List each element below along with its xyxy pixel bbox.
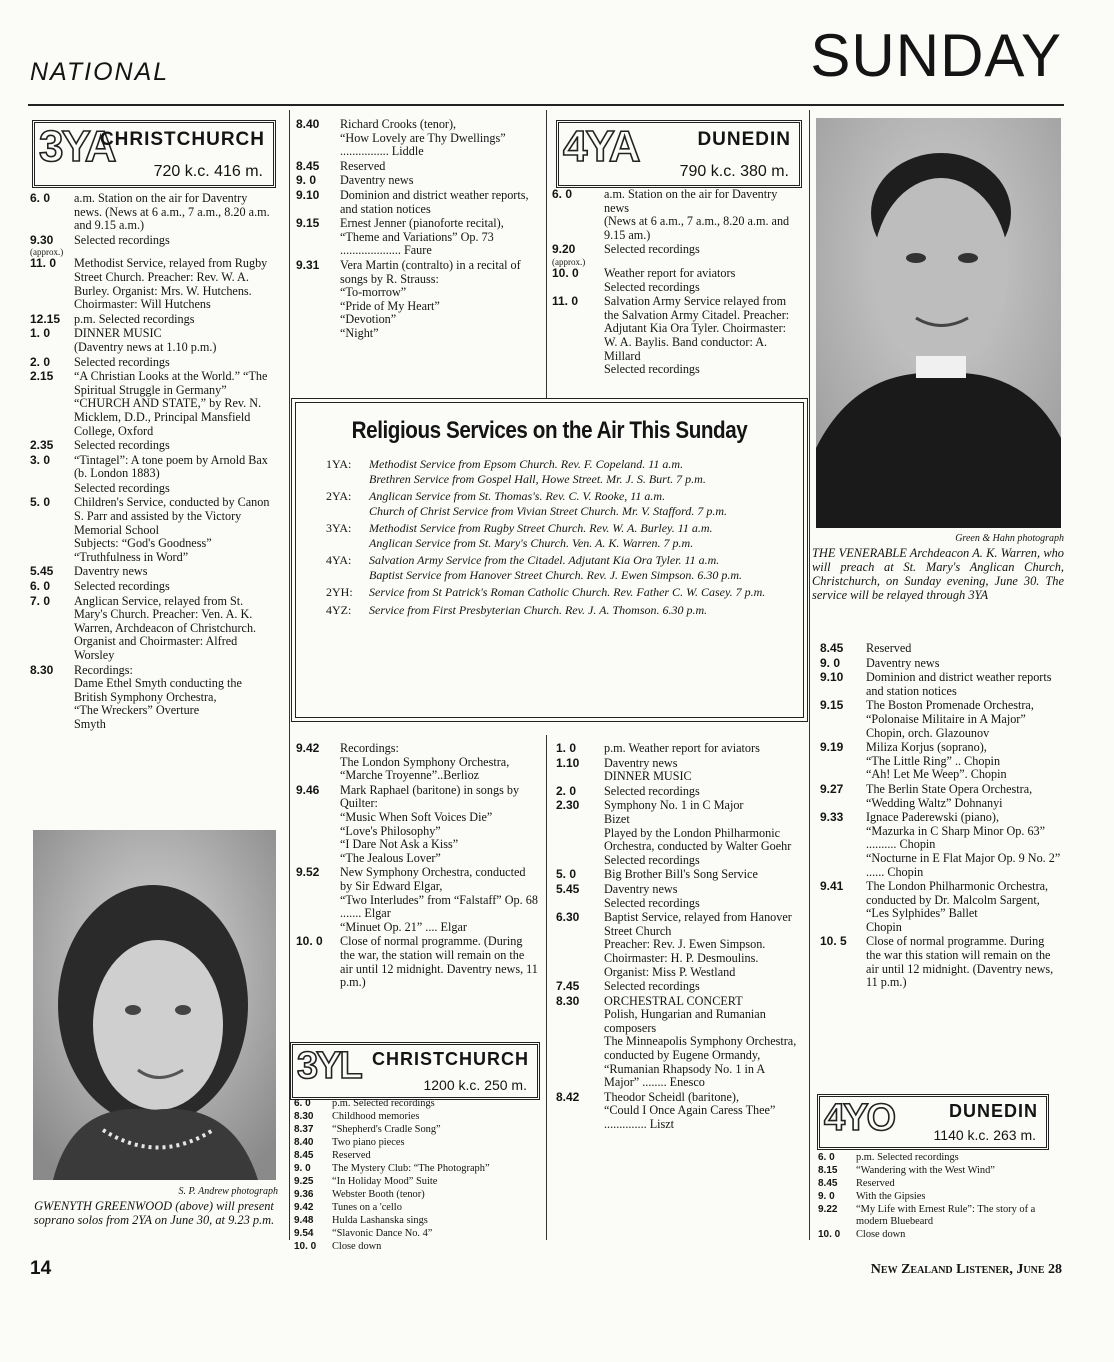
station-city: CHRISTCHURCH [99, 129, 265, 150]
program-entry [818, 1152, 1066, 1164]
program-description: Daventry news Selected recordings [604, 881, 700, 910]
program-description: Mark Raphael (baritone) in songs by Quilter: “Music When Soft Voices Die” “Love's Philosophy” “I Dare Not Ask a Kiss” “The Jealous Lover” [340, 782, 520, 865]
service-details: Salvation Army Service from the Citadel. Adjutant Kia Ora Tyler. 11 a.m. Baptist Service from Hanover Street Church. Rev. J. Ewen Simpson. 6.30 p.m. [369, 553, 743, 582]
station-call-sign: 4YA [563, 122, 639, 171]
program-description: Vera Martin (contralto) in a recital of songs by R. Strauss: “To-morrow” “Pride of My Heart” “Devotion” “Night” [340, 257, 521, 340]
program-description: The London Philharmonic Orchestra, conducted by Dr. Malcolm Sargent, “Les Sylphides” Ballet Chopin [866, 879, 1049, 934]
program-entry [294, 1215, 540, 1227]
program-entry [294, 1098, 540, 1110]
station-code: 2YA: [326, 489, 352, 503]
program-description: “Tintagel”: A tone poem by Arnold Bax (b. London 1883) [74, 452, 268, 481]
program-description: Symphony No. 1 in C Major Bizet Played by the London Philharmonic Orchestra, conducted by Walter Goehr Selected recordings [604, 798, 792, 867]
station-city: DUNEDIN [697, 129, 791, 150]
program-description: Selected recordings [604, 783, 700, 798]
program-description: Big Brother Bill's Song Service [604, 867, 758, 882]
program-time: 8.15 [818, 1165, 838, 1176]
program-description: Daventry news [74, 564, 148, 579]
page-number: 14 [30, 1258, 52, 1279]
program-time: 8.45 [296, 158, 320, 173]
program-description: Children's Service, conducted by Canon S. Parr and assisted by the Victory Memorial School Subjects: “God's Goodness” “Truthfulness in Word” [74, 495, 270, 564]
program-time: 9. 0 [820, 655, 841, 670]
program-description: Selected recordings [604, 242, 700, 257]
program-time: 9.36 [294, 1189, 314, 1200]
program-time: 5. 0 [30, 495, 51, 510]
program-time: 9.10 [296, 187, 320, 202]
program-time: 3. 0 [30, 452, 51, 467]
program-time: 6. 0 [294, 1098, 311, 1109]
program-time: 12.15 [30, 311, 61, 326]
photo-credit: S. P. Andrew photograph [178, 1186, 278, 1197]
program-description: “My Life with Ernest Rule”: The story of a modern Bluebeard [856, 1204, 1036, 1227]
portrait-image [33, 830, 276, 1180]
station-call-sign: 3YA [39, 122, 115, 171]
program-description: Reserved [340, 158, 386, 173]
program-time: 8.40 [296, 117, 320, 131]
schedule-4ya-afternoon [556, 742, 802, 1133]
program-description: Ernest Jenner (pianoforte recital), “Theme and Variations” Op. 73 .................... Faure [340, 216, 504, 258]
program-time: 2. 0 [556, 783, 577, 798]
program-entry [294, 1202, 540, 1214]
program-entry [556, 785, 802, 799]
program-entry [296, 174, 540, 188]
religious-service-row [326, 521, 773, 550]
program-description: Theodor Scheidl (baritone), “Could I Once Again Caress Thee” .............. Liszt [604, 1089, 776, 1132]
program-entry [556, 911, 802, 979]
program-entry [820, 741, 1062, 782]
program-entry [820, 657, 1062, 671]
religious-services-title: Religious Services on the Air This Sunday [351, 417, 748, 444]
program-entry [30, 356, 276, 370]
station-banner-3yl [290, 1042, 540, 1100]
program-entry [552, 188, 801, 242]
program-time: 5. 0 [556, 867, 577, 882]
program-description: p.m. Selected recordings [856, 1152, 959, 1163]
program-description: Reserved [332, 1150, 371, 1161]
program-entry [30, 482, 276, 496]
program-entry [294, 1163, 540, 1175]
program-description: “A Christian Looks at the World.” “The Spiritual Struggle in Germany” “CHURCH AND STATE,” by Rev. N. Micklem, D.D., Principal Mansfield College, Oxford [74, 369, 268, 438]
program-time: 9. 0 [818, 1191, 835, 1202]
program-entry [820, 783, 1062, 810]
program-entry [818, 1191, 1066, 1203]
program-entry [820, 642, 1062, 656]
program-entry [30, 580, 276, 594]
program-time: 9.15 [820, 698, 844, 713]
program-description: Selected recordings [604, 979, 700, 994]
program-entry [294, 1137, 540, 1149]
program-entry [556, 980, 802, 994]
program-entry [30, 327, 276, 354]
program-entry [30, 496, 276, 564]
service-details: Methodist Service from Rugby Street Church. Rev. W. A. Burley. 11 a.m. Anglican Service from St. Mary's Church. Ven. A. K. Warren. 7 p.m. [369, 521, 713, 550]
program-time: 9.46 [296, 782, 320, 797]
program-time: 9. 0 [294, 1163, 311, 1174]
program-time: 6. 0 [818, 1152, 835, 1163]
program-time: 1.10 [556, 755, 580, 770]
program-time: 1. 0 [30, 326, 51, 341]
program-description: Weather report for aviators Selected recordings [604, 265, 736, 294]
program-description: Recordings: Dame Ethel Smyth conducting the British Symphony Orchestra, “The Wreckers” Overture Smyth [74, 662, 242, 731]
program-time: 9.27 [820, 781, 844, 796]
program-time: 8.40 [294, 1137, 314, 1148]
program-time: 6. 0 [552, 187, 573, 201]
program-time: 1. 0 [556, 741, 577, 755]
program-entry [556, 1091, 802, 1132]
program-description: Recordings: The London Symphony Orchestra, “Marche Troyenne”..Berlioz [340, 741, 510, 783]
program-description: Anglican Service, relayed from St. Mary's Church. Preacher: Ven. A. K. Warren, Archdeacon of Christchurch. Organist and Choirmaster: Alfred Worsley [74, 593, 257, 662]
program-entry [818, 1229, 1066, 1241]
program-time: 2.15 [30, 369, 54, 384]
program-entry [30, 257, 276, 311]
program-entry [296, 866, 540, 934]
program-entry [556, 883, 802, 910]
program-entry [296, 160, 540, 174]
program-description: “In Holiday Mood” Suite [332, 1176, 438, 1187]
program-time: 10. 0 [296, 934, 323, 949]
program-entry [296, 118, 540, 159]
program-entry [296, 935, 540, 989]
program-entry [30, 565, 276, 579]
schedule-4yo [818, 1152, 1066, 1242]
program-description: a.m. Station on the air for Daventry news (News at 6 a.m., 7 a.m., 8.20 a.m. and 9.15 am.) [604, 187, 790, 242]
program-description: Hulda Lashanska sings [332, 1215, 428, 1226]
program-entry [820, 699, 1062, 740]
program-entry [820, 811, 1062, 879]
program-description: Two piano pieces [332, 1137, 405, 1148]
program-entry [556, 868, 802, 882]
program-entry [30, 234, 276, 248]
program-time: 8.30 [30, 662, 54, 677]
program-description: “Shepherd's Cradle Song” [332, 1124, 441, 1135]
program-description: Salvation Army Service relayed from the Salvation Army Citadel. Preacher: Adjutant Kia Ora Tyler. Choirmaster: W. A. Baylis. Band conductor: A. Millard Selected recordings [604, 294, 790, 377]
program-time: 8.45 [818, 1178, 838, 1189]
header-rule [28, 104, 1064, 106]
program-time: 8.30 [294, 1111, 314, 1122]
program-time: 9.20 [552, 242, 576, 257]
program-description: p.m. Selected recordings [332, 1098, 435, 1109]
program-description: “Wandering with the West Wind” [856, 1165, 995, 1176]
program-entry [552, 295, 801, 377]
photo-caption-right [812, 532, 1064, 602]
program-description: Richard Crooks (tenor), “How Lovely are Thy Dwellings” ................ Liddle [340, 117, 506, 159]
column-divider [546, 735, 547, 1240]
schedule-4ya-evening [820, 642, 1062, 991]
program-entry [296, 189, 540, 216]
station-code: 4YZ: [326, 602, 352, 617]
program-entry [296, 259, 540, 341]
program-time: 6. 0 [30, 579, 51, 594]
section-label: NATIONAL [30, 58, 170, 86]
program-entry [294, 1111, 540, 1123]
religious-service-row [326, 457, 773, 486]
station-code: 3YA: [326, 521, 352, 535]
program-description: DINNER MUSIC (Daventry news at 1.10 p.m.) [74, 326, 217, 354]
program-entry [30, 454, 276, 481]
religious-service-row [326, 603, 773, 618]
program-entry [294, 1176, 540, 1188]
program-time: 2.30 [556, 798, 580, 813]
station-banner-4yo [817, 1094, 1049, 1150]
program-entry [30, 664, 276, 732]
program-description: The Berlin State Opera Orchestra, “Wedding Waltz” Dohnanyi [866, 781, 1033, 810]
column-divider [809, 110, 810, 1240]
program-entry [556, 757, 802, 784]
station-banner-3ya [32, 120, 276, 188]
portrait-photo-greenwood [33, 830, 276, 1180]
program-time: 9.42 [296, 741, 320, 755]
religious-services-list [326, 457, 773, 620]
schedule-3ya [30, 192, 276, 733]
program-description: New Symphony Orchestra, conducted by Sir Edward Elgar, “Two Interludes” from “Falstaff” Op. 68 ....... Elgar “Minuet Op. 21” .... Elgar [340, 865, 538, 934]
program-entry [818, 1204, 1066, 1228]
religious-service-row [326, 489, 773, 518]
photo-credit: Green & Hahn photograph [955, 533, 1064, 544]
program-time: 9.30 [30, 232, 54, 247]
program-time: 6. 0 [30, 191, 51, 205]
program-entry [820, 671, 1062, 698]
caption-text: GWENYTH GREENWOOD (above) will present soprano solos from 2YA on June 30, at 9.23 p.m. [33, 1199, 275, 1227]
station-code: 1YA: [326, 457, 352, 471]
program-description: Selected recordings [74, 354, 170, 369]
program-time: 2.35 [30, 438, 54, 453]
program-entry [30, 192, 276, 233]
program-description: Dominion and district weather reports and station notices [866, 670, 1052, 698]
schedule-3ya-late [296, 742, 540, 991]
program-entry [556, 995, 802, 1090]
program-description: “Slavonic Dance No. 4” [332, 1228, 433, 1239]
religious-services-box [291, 398, 808, 722]
program-time: 10. 5 [820, 934, 847, 949]
program-time: 9.33 [820, 810, 844, 825]
program-description: Close down [856, 1229, 906, 1240]
program-entry [30, 439, 276, 453]
station-city: CHRISTCHURCH [372, 1049, 529, 1069]
program-time: 9.42 [294, 1202, 314, 1213]
program-entry [820, 935, 1062, 989]
program-description: p.m. Selected recordings [74, 311, 195, 326]
program-entry [820, 880, 1062, 934]
program-entry [556, 742, 802, 756]
service-details: Methodist Service from Epsom Church. Rev. F. Copeland. 11 a.m. Brethren Service from Gospel Hall, Howe Street. Mr. J. S. Burt. 7 p.m. [369, 457, 706, 486]
service-details: Anglican Service from St. Thomas's. Rev. C. V. Rooke, 11 a.m. Church of Christ Service from Vivian Street Church. Mr. V. Stafford. 7 p.m. [369, 489, 727, 518]
program-entry [818, 1178, 1066, 1190]
program-time: 2. 0 [30, 354, 51, 369]
station-call-sign: 4YO [824, 1097, 895, 1139]
program-time: 9.22 [818, 1204, 838, 1215]
program-description: Daventry news [340, 173, 414, 188]
portrait-photo-warren [816, 118, 1061, 528]
portrait-image [816, 118, 1061, 528]
program-description: Webster Booth (tenor) [332, 1189, 425, 1200]
program-time: 6.30 [556, 910, 580, 925]
program-entry [294, 1228, 540, 1240]
program-description: Childhood memories [332, 1111, 420, 1122]
program-entry [552, 243, 801, 257]
religious-service-row [326, 585, 773, 600]
program-description: Selected recordings [74, 579, 170, 594]
program-entry [552, 267, 801, 294]
program-time: 10. 0 [552, 265, 579, 280]
program-entry [296, 217, 540, 258]
station-frequency: 720 k.c. 416 m. [153, 163, 263, 180]
program-time: 9.41 [820, 879, 844, 894]
program-description: Close of normal programme. During the war this station will remain on the air until 12 midnight. (Daventry news, 11 p.m.) [866, 934, 1054, 990]
time-note: (approx.) [552, 256, 586, 267]
program-description: Tunes on a 'cello [332, 1202, 402, 1213]
program-description: Selected recordings [74, 480, 170, 495]
program-time: 9.48 [294, 1215, 314, 1226]
program-time: 5.45 [556, 881, 580, 896]
program-time [30, 482, 74, 496]
program-time: 11. 0 [552, 294, 579, 309]
program-entry [30, 370, 276, 438]
program-description: Reserved [866, 641, 912, 655]
column-divider [546, 110, 547, 398]
day-heading: SUNDAY [810, 22, 1062, 89]
program-time: 9.52 [296, 865, 320, 880]
program-entry [30, 595, 276, 663]
program-time: 8.42 [556, 1089, 580, 1104]
schedule-3ya-evening [296, 118, 540, 342]
schedule-3yl [294, 1098, 540, 1254]
station-city: DUNEDIN [948, 1101, 1038, 1121]
program-time: 8.30 [556, 993, 580, 1008]
station-code: 4YA: [326, 553, 352, 567]
program-description: With the Gipsies [856, 1191, 926, 1202]
caption-text: THE VENERABLE Archdeacon A. K. Warren, who will preach at St. Mary's Anglican Church, Christchurch, on Sunday evening, June 30. The service will be relayed through 3YA [812, 546, 1064, 602]
program-description: The Boston Promenade Orchestra, “Polonaise Militaire in A Major” Chopin, orch. Glazounov [866, 698, 1034, 740]
program-description: Baptist Service, relayed from Hanover Street Church Preacher: Rev. J. Ewen Simpson. Choirmaster: H. P. Desmoulins. Organist: Miss P. Westland [604, 910, 792, 979]
program-entry [294, 1150, 540, 1162]
program-time: 9. 0 [296, 173, 317, 188]
program-description: Close of normal programme. (During the war, the station will remain on the air until 12 midnight. Daventry news, 11 p.m.) [340, 934, 538, 990]
program-time: 7.45 [556, 979, 580, 994]
program-entry [294, 1241, 540, 1253]
program-time: 11. 0 [30, 256, 57, 271]
program-time: 9.31 [296, 257, 320, 272]
program-time: 8.37 [294, 1124, 314, 1135]
program-entry [294, 1189, 540, 1201]
program-description: p.m. Weather report for aviators [604, 741, 760, 755]
program-time: 9.19 [820, 740, 844, 755]
program-description: Close down [332, 1241, 382, 1252]
program-time: 10. 0 [818, 1229, 841, 1240]
station-frequency: 790 k.c. 380 m. [679, 163, 789, 180]
program-entry [296, 742, 540, 783]
program-description: Daventry news [866, 655, 940, 670]
program-time: 8.45 [820, 641, 844, 655]
time-note: (approx.) [30, 247, 64, 258]
program-description: Reserved [856, 1178, 895, 1189]
program-description: ORCHESTRAL CONCERT Polish, Hungarian and Rumanian composers The Minneapolis Symphony Orchestra, conducted by Eugene Ormandy, “Rumanian Rhapsody No. 1 in A Major” ........ Enesco [604, 993, 797, 1090]
program-time: 9.15 [296, 216, 320, 231]
program-description: Ignace Paderewski (piano), “Mazurka in C Sharp Minor Op. 63” .......... Chopin “Nocturne in E Flat Major Op. 9 No. 2” ...... Chopin [866, 810, 1061, 879]
program-description: a.m. Station on the air for Daventry news. (News at 6 a.m., 7 a.m., 8.20 a.m. and 9.15 a.m.) [74, 191, 270, 233]
program-description: Daventry news DINNER MUSIC [604, 755, 692, 784]
program-entry [30, 313, 276, 327]
program-entry [818, 1165, 1066, 1177]
program-description: Selected recordings [74, 232, 170, 247]
station-frequency: 1140 k.c. 263 m. [933, 1127, 1036, 1143]
station-frequency: 1200 k.c. 250 m. [423, 1077, 527, 1093]
program-time: 5.45 [30, 564, 54, 579]
program-description: Dominion and district weather reports, and station notices [340, 187, 529, 216]
program-description: Selected recordings [74, 438, 170, 453]
service-details: Service from St Patrick's Roman Catholic Church. Rev. Father C. W. Casey. 7 p.m. [369, 585, 766, 599]
station-banner-4ya [556, 120, 802, 188]
program-description: Methodist Service, relayed from Rugby Street Church. Preacher: Rev. W. A. Burley. Organist: Mrs. W. Hutchens. Choirmaster: Will Hutchens [74, 256, 268, 312]
magazine-footer: New Zealand Listener, June 28 [870, 1262, 1062, 1277]
program-time: 9.25 [294, 1176, 314, 1187]
program-time: 7. 0 [30, 593, 51, 608]
religious-service-row [326, 553, 773, 582]
service-details: Service from First Presbyterian Church. Rev. J. A. Thomson. 6.30 p.m. [369, 602, 708, 617]
station-code: 2YH: [326, 585, 353, 599]
program-time: 10. 0 [294, 1241, 317, 1252]
station-call-sign: 3YL [297, 1045, 361, 1087]
program-entry [556, 799, 802, 867]
schedule-4ya [552, 188, 801, 378]
program-time: 9.54 [294, 1228, 314, 1239]
photo-caption-left [30, 1185, 278, 1227]
program-entry [294, 1124, 540, 1136]
program-time: 8.45 [294, 1150, 314, 1161]
program-description: Miliza Korjus (soprano), “The Little Ring” .. Chopin “Ah! Let Me Weep”. Chopin [866, 740, 1007, 782]
program-time: 9.10 [820, 670, 844, 685]
program-description: The Mystery Club: “The Photograph” [332, 1163, 490, 1174]
program-entry [296, 784, 540, 866]
